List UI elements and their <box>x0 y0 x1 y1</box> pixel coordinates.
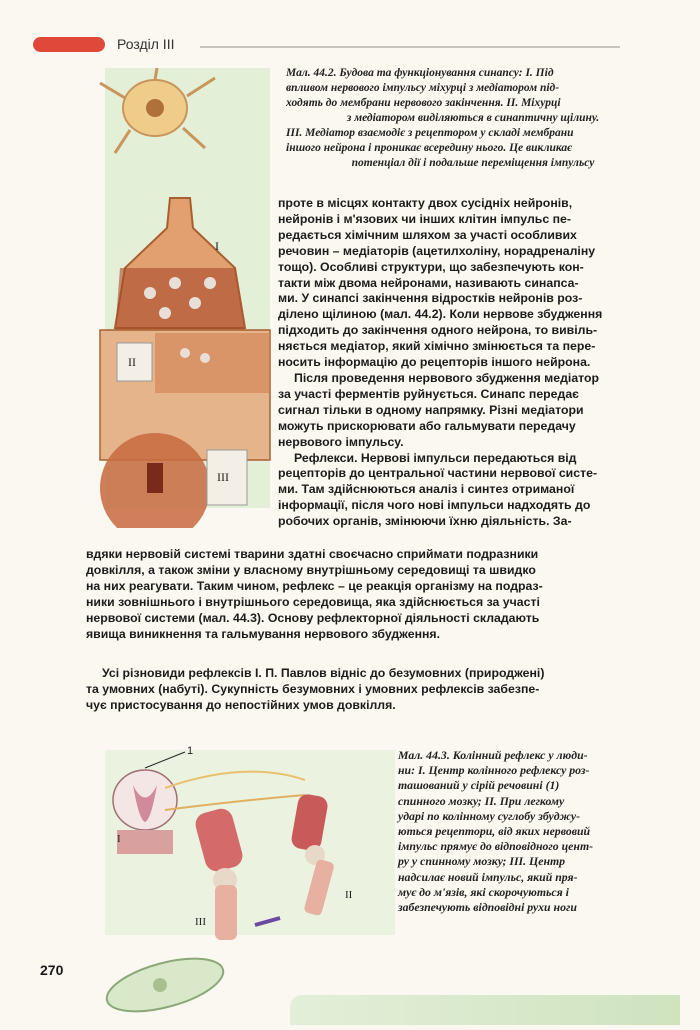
inset-view-2 <box>155 333 270 393</box>
fig2-label-I: І <box>117 833 121 845</box>
vesicle <box>144 287 156 299</box>
vesicle <box>189 297 201 309</box>
paragraph-1: проте в місцях контакту двох сусідніх нейронів, нейронів і м'язових чи інших клітин імпульс пе- редається хімічним шляхом за участі особливих речовин – медіаторів (ацетилхоліну, норадреналіну тощо). Особливі структури, що забезпечують кон- такти між двома нейронами, називають синапса- ми. У синапсі закінчення відростків нейронів роз- ділено щілиною (мал. 44.2). Коли нервове збудження підходить до закінчення одного нейрона, то вивіль- няється медіатор, який хімічно змінюється та пере- носить інформацію до рецепторів іншого нейрона. <box>278 196 603 370</box>
fig1-label-1: І <box>215 239 219 253</box>
fig1-label-3: ІІІ <box>217 470 229 484</box>
figure-44-2-caption: Мал. 44.2. Будова та функціонування синапсу: І. Під впливом нервового імпульсу міхурці з медіатором під- ходять до мембрани нервового закінчення. ІІ. Міхурці з медіатором виділяються в синаптичну щілину. ІІІ. Медіатор взаємодіє з рецептором у складі мембрани іншого нейрона і проникає всередину нього. Це викликає потенціал дії і подальше переміщення імпульсу <box>286 67 600 169</box>
page-number: 270 <box>40 962 64 978</box>
main-text-column <box>278 196 656 530</box>
terminal-cross-section <box>115 268 245 333</box>
spinal-cord-section <box>113 770 177 854</box>
fig2-label-III: ІІІ <box>195 916 206 928</box>
paragraph-2: Після проведення нервового збудження медіатор за участі ферментів руйнується. Синапс передає сигнал тільки в одному напрямку. Різні медіатори можуть прискорювати або гальмувати передачу нервового імпульсу. <box>278 370 600 449</box>
header-divider <box>200 46 620 48</box>
fig1-label-2: ІІ <box>128 355 136 369</box>
fig2-label-II: ІІ <box>345 889 353 901</box>
bottom-decoration <box>290 995 680 1025</box>
vesicle <box>204 277 216 289</box>
reflex-definition-text: вдяки нервовій системі тварини здатні своєчасно сприймати подразники довкілля, а також зміни у власному внутрішньому середовищі та швидко на них реагувати. Таким чином, рефлекс – це реакція організму на подраз- ники зовнішнього і внутрішнього середовища, яка здійснюється за участі нервової системи (мал. 44.3). Основу рефлекторної діяльності складають явища виникнення та гальмування нервового збудження. <box>86 547 543 641</box>
knee-reflex-figure <box>105 740 395 940</box>
vesicle <box>159 307 171 319</box>
figure-44-3-caption: Мал. 44.3. Колінний рефлекс у люди- ни: І. Центр колінного рефлексу роз- ташований у сірій речовині (1) спинного мозку; ІІ. При легкому ударі по колінному суглобу збуджу- ються рецептори, від яких нервовий імпульс прямує до відповідного цент- ру у спинному мозку; ІІІ. Центр надсилає новий імпульс, який пря- мує до м'язів, які скорочуються і забезпечують відповідні рухи ноги <box>398 748 594 915</box>
section-badge <box>33 37 105 52</box>
vesicle <box>169 277 181 289</box>
paragraph-reflexes: Рефлекси. Нервові імпульси передаються від рецепторів до центральної частини нервової систе- ми. Там здійснюються аналіз і синтез отриманої інформації, після чого нові імпульси надходять до робочих органів, змінюючи їхню діяльність. За- <box>278 450 598 529</box>
fig2-label-1: 1 <box>187 745 194 757</box>
section-title: Розділ ІІІ <box>117 36 175 52</box>
synapse-figure <box>95 68 273 528</box>
paramecium-illustration <box>100 950 230 1020</box>
pavlov-paragraph: Усі різновиди рефлексів І. П. Павлов відніс до безумовних (природжені) та умовних (набуті). Сукупність безумовних і умовних рефлексів забезпе- чує пристосування до непостійних умов довкілля. <box>86 666 545 712</box>
